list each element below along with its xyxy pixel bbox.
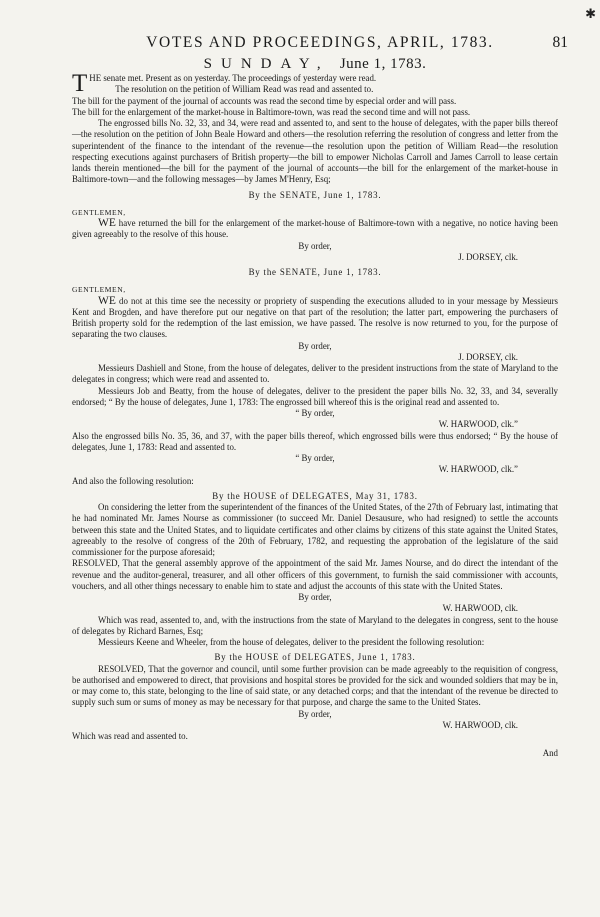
page-number: 81 xyxy=(552,34,568,51)
signature: J. DORSEY, clk. xyxy=(458,251,518,262)
opening-text: HE senate met. Present as on yesterday. The proceedings of yesterday were read. xyxy=(89,73,377,83)
salutation: GENTLEMEN, xyxy=(72,207,126,217)
paragraph: The resolution on the petition of William Read was read and assented to. xyxy=(115,84,374,95)
resolution: RESOLVED, That the general assembly approve of the appointment of the said Mr. James Nourse, and do direct the intendant of the revenue and the auditor-general, treasurer, and all other officers of this government, to furnish the said commissioner with accounts, vouchers, and all other things necessary to enable him to state and adjust the accounts of this state with the United States. xyxy=(72,558,558,591)
paragraph: Also the engrossed bills No. 35, 36, and 37, with the paper bills thereof, which engrossed bills were thus endorsed; “ By the house of delegates, June 1, 1783: Read and assented to. xyxy=(72,430,558,452)
salutation: GENTLEMEN, xyxy=(72,285,126,295)
message-lead: WE xyxy=(98,217,116,229)
by-order: By order, xyxy=(298,240,332,251)
signature: W. HARWOOD, clk.” xyxy=(438,464,518,475)
senate-message xyxy=(72,296,558,341)
drop-cap: T xyxy=(72,70,88,97)
resolution: RESOLVED, That the governor and council, until some further provision can be made agreeably to the requisition of congress, be authorised and empowered to direct, that provisions and hospital stores be provided for the sick and wounded soldiers that may be in, or may come to, this state, belonging to the line of said state, or any detached corps; and that the intendant of the revenue be directed to supply such sum or sums of money as may be necessary for that purpose, and charge the same to the United States. xyxy=(72,663,558,708)
paragraph: The bill for the enlargement of the market-house in Baltimore-town, was read the second time and will not pass. xyxy=(72,106,471,117)
corner-mark: ✱ xyxy=(585,6,596,21)
day-weekday: SUNDAY, xyxy=(203,56,330,72)
signature: W. HARWOOD, clk. xyxy=(442,603,518,614)
paragraph: On considering the letter from the superintendent of the finances of the United States, of the 27th of February last, intimating that he had nominated Mr. James Nourse as commissioner (to succeed Mr. Daniel Desausure, who had resigned) to settle the accounts between this state and the United States, and to liquidate certificates and other claims by citizens of this state against the United States, agreeably to the resolve of congress of the 20th of February, 1782, and requesting the approbation of the legislature of the said commissioner for the purpose aforesaid; xyxy=(72,502,558,557)
catchword: And xyxy=(542,748,558,759)
day-date: June 1, 1783. xyxy=(339,56,427,72)
senate-message xyxy=(72,218,558,241)
body-text xyxy=(72,70,559,760)
message-text: have returned the bill for the enlargement of the market-house of Baltimore-town with a negative, no notice having been given agreeably to the resolve of this house. xyxy=(72,218,558,240)
signature: J. DORSEY, clk. xyxy=(458,351,518,362)
paragraph: And also the following resolution: xyxy=(72,475,194,486)
by-order: “ By order, xyxy=(295,408,335,418)
paragraph: The bill for the payment of the journal of accounts was read the second time by especial order and will pass. xyxy=(72,95,457,106)
day-heading xyxy=(72,56,558,73)
message-text: do not at this time see the necessity or propriety of suspending the executions alluded to in your message by Messieurs Kent and Brogden, and have therefore put our negative on that part of the resolution; the latter part, empowering the purchasers of British property sold for the redemption of the last emission, we have passed. The resolve is now returned to you, for the purpose of separating the two clauses. xyxy=(72,295,559,340)
message-lead: WE xyxy=(98,294,116,307)
by-order: “ By order, xyxy=(295,453,335,463)
by-order: By order, xyxy=(298,592,332,602)
paragraph: Messieurs Keene and Wheeler, from the house of delegates, deliver to the president the following resolution: xyxy=(98,637,485,647)
senate-heading: By the SENATE, June 1, 1783. xyxy=(248,189,382,200)
paragraph: Which was read and assented to. xyxy=(72,731,188,741)
signature: W. HARWOOD, clk.” xyxy=(438,419,518,430)
paragraph: Messieurs Job and Beatty, from the house of delegates, deliver to the president the paper bills No. 32, 33, and 34, severally endorsed; “ By the house of delegates, June 1, 1783: The engrossed bill whereof this is the original read and assented to. xyxy=(72,385,558,407)
house-heading: By the HOUSE of DELEGATES, May 31, 1783. xyxy=(212,490,418,501)
paragraph: The engrossed bills No. 32, 33, and 34, were read and assented to, and sent to the house of delegates, with the paper bills thereof—the resolution on the petition of John Beale Howard and others—the resolution referring the resolution of congress and letter from the superintendent of the finance to the intendant of the revenue—the resolution upon the petition of William Read—the resolution respecting executions against purchasers of British property—the bill to empower Nicholas Carroll and James Carroll to lease certain lands therein mentioned—the bill for the payment of the journal of accounts—the bill for the enlargement of the market-house in Baltimore-town—and the following messages—by James M'Henry, Esq; xyxy=(72,118,558,185)
running-header xyxy=(72,34,568,52)
by-order: By order, xyxy=(298,708,332,719)
paragraph: Which was read, assented to, and, with the instructions from the state of Maryland to the delegates in congress, sent to the house of delegates by Richard Barnes, Esq; xyxy=(72,614,558,636)
senate-heading: By the SENATE, June 1, 1783. xyxy=(248,267,382,277)
running-title: VOTES AND PROCEEDINGS, APRIL, 1783. xyxy=(146,34,494,51)
signature: W. HARWOOD, clk. xyxy=(442,719,518,730)
paragraph: Messieurs Dashiell and Stone, from the house of delegates, deliver to the president instructions from the state of Maryland to the delegates in congress; which were read and assented to. xyxy=(72,363,558,385)
by-order: By order, xyxy=(298,340,332,351)
house-heading: By the HOUSE of DELEGATES, June 1, 1783. xyxy=(214,652,416,663)
